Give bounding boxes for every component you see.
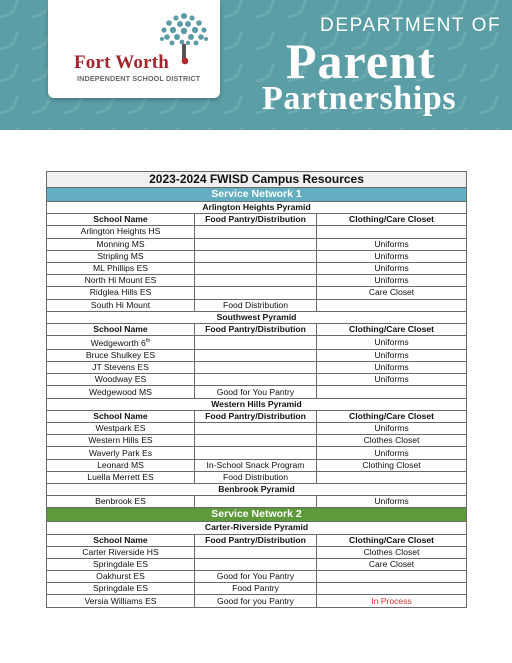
table-row xyxy=(47,558,467,570)
column-header-row xyxy=(47,410,467,422)
clothing-closet-cell: Uniforms xyxy=(317,262,467,274)
pyramid-row xyxy=(47,522,467,534)
school-name-cell: Waverly Park Es xyxy=(47,447,195,459)
clothing-closet-cell: Uniforms xyxy=(317,374,467,386)
clothing-closet-cell: Uniforms xyxy=(317,336,467,350)
pyramid-label: Southwest Pyramid xyxy=(47,311,467,323)
table-row xyxy=(47,336,467,350)
school-name-cell: Bruce Shulkey ES xyxy=(47,349,195,361)
school-name-cell: Wedgeworth 6th xyxy=(47,336,195,350)
table-row xyxy=(47,386,467,398)
clothing-closet-cell xyxy=(317,583,467,595)
column-header-row xyxy=(47,534,467,546)
school-name-cell: Woodway ES xyxy=(47,374,195,386)
clothing-closet-cell: Clothes Closet xyxy=(317,435,467,447)
table-row xyxy=(47,546,467,558)
school-name-header: School Name xyxy=(47,214,195,226)
food-pantry-cell: Good for You Pantry xyxy=(195,386,317,398)
food-pantry-cell: In-School Snack Program xyxy=(195,459,317,471)
table-row xyxy=(47,435,467,447)
clothing-closet-cell xyxy=(317,299,467,311)
table-row xyxy=(47,226,467,238)
clothing-closet-cell xyxy=(317,571,467,583)
clothing-closet-cell: Uniforms xyxy=(317,275,467,287)
school-name-cell: Leonard MS xyxy=(47,459,195,471)
service-network-row xyxy=(47,188,467,202)
food-pantry-cell xyxy=(195,435,317,447)
clothing-closet-cell xyxy=(317,471,467,483)
clothing-closet-cell: Uniforms xyxy=(317,349,467,361)
school-name-cell: Monning MS xyxy=(47,238,195,250)
school-name-cell: Oakhurst ES xyxy=(47,571,195,583)
school-name-cell: Ridglea Hills ES xyxy=(47,287,195,299)
clothing-closet-cell: Uniforms xyxy=(317,250,467,262)
school-name-cell: Western Hills ES xyxy=(47,435,195,447)
school-name-cell: Versia Williams ES xyxy=(47,595,195,607)
clothing-closet-cell xyxy=(317,386,467,398)
food-pantry-cell: Good for you Pantry xyxy=(195,595,317,607)
clothing-closet-cell xyxy=(317,226,467,238)
school-name-header: School Name xyxy=(47,323,195,335)
food-pantry-cell xyxy=(195,336,317,350)
food-pantry-cell: Food Distribution xyxy=(195,299,317,311)
clothing-closet-cell: Care Closet xyxy=(317,558,467,570)
food-pantry-cell xyxy=(195,423,317,435)
pyramid-row xyxy=(47,398,467,410)
food-pantry-cell xyxy=(195,287,317,299)
school-name-cell: Springdale ES xyxy=(47,558,195,570)
food-pantry-cell: Good for You Pantry xyxy=(195,571,317,583)
table-row xyxy=(47,459,467,471)
table-row xyxy=(47,571,467,583)
food-pantry-cell xyxy=(195,447,317,459)
department-title-partnerships: Partnerships xyxy=(262,80,457,117)
food-pantry-cell xyxy=(195,362,317,374)
column-header-row xyxy=(47,214,467,226)
school-name-cell: Westpark ES xyxy=(47,423,195,435)
table-row xyxy=(47,471,467,483)
food-pantry-cell: Food Pantry xyxy=(195,583,317,595)
food-pantry-cell xyxy=(195,226,317,238)
table-row xyxy=(47,349,467,361)
school-name-cell: North Hi Mount ES xyxy=(47,275,195,287)
school-name-cell: Luella Merrett ES xyxy=(47,471,195,483)
clothing-closet-cell: Uniforms xyxy=(317,362,467,374)
table-row xyxy=(47,238,467,250)
school-name-cell: Stripling MS xyxy=(47,250,195,262)
table-row xyxy=(47,423,467,435)
school-name-cell: JT Stevens ES xyxy=(47,362,195,374)
table-row xyxy=(47,287,467,299)
food-pantry-cell xyxy=(195,275,317,287)
district-subtitle: INDEPENDENT SCHOOL DISTRICT xyxy=(77,74,201,83)
header-banner xyxy=(0,0,512,130)
school-name-cell: South Hi Mount xyxy=(47,299,195,311)
food-pantry-header: Food Pantry/Distribution xyxy=(195,214,317,226)
clothing-closet-cell: Uniforms xyxy=(317,496,467,508)
service-network-row xyxy=(47,508,467,522)
clothing-closet-cell: In Process xyxy=(317,595,467,607)
school-name-header: School Name xyxy=(47,410,195,422)
school-name-cell: Wedgewood MS xyxy=(47,386,195,398)
school-name-cell: ML Phillips ES xyxy=(47,262,195,274)
clothing-closet-cell: Clothes Closet xyxy=(317,546,467,558)
food-pantry-cell xyxy=(195,374,317,386)
table-row xyxy=(47,262,467,274)
table-row xyxy=(47,496,467,508)
pyramid-label: Carter-Riverside Pyramid xyxy=(47,522,467,534)
food-pantry-cell xyxy=(195,262,317,274)
clothing-closet-cell: Uniforms xyxy=(317,447,467,459)
food-pantry-cell xyxy=(195,546,317,558)
school-name-cell: Springdale ES xyxy=(47,583,195,595)
table-row xyxy=(47,374,467,386)
pyramid-row xyxy=(47,483,467,495)
pyramid-label: Western Hills Pyramid xyxy=(47,398,467,410)
pyramid-label: Arlington Heights Pyramid xyxy=(47,202,467,214)
service-network-label: Service Network 1 xyxy=(47,188,467,202)
department-of-label: DEPARTMENT OF xyxy=(320,15,502,36)
pyramid-label: Benbrook Pyramid xyxy=(47,483,467,495)
food-pantry-header: Food Pantry/Distribution xyxy=(195,410,317,422)
school-name-cell: Arlington Heights HS xyxy=(47,226,195,238)
table-title-row xyxy=(47,172,467,188)
pyramid-row xyxy=(47,202,467,214)
food-pantry-cell xyxy=(195,496,317,508)
table-row xyxy=(47,250,467,262)
table-row xyxy=(47,299,467,311)
column-header-row xyxy=(47,323,467,335)
clothing-closet-header: Clothing/Care Closet xyxy=(317,410,467,422)
department-title-parent: Parent xyxy=(286,33,436,89)
food-pantry-cell xyxy=(195,558,317,570)
food-pantry-header: Food Pantry/Distribution xyxy=(195,323,317,335)
campus-resources-table-wrap xyxy=(46,171,466,608)
table-row xyxy=(47,447,467,459)
food-pantry-cell xyxy=(195,238,317,250)
clothing-closet-cell: Clothing Closet xyxy=(317,459,467,471)
pyramid-row xyxy=(47,311,467,323)
food-pantry-header: Food Pantry/Distribution xyxy=(195,534,317,546)
service-network-label: Service Network 2 xyxy=(47,508,467,522)
table-row xyxy=(47,583,467,595)
campus-resources-table xyxy=(46,171,467,608)
food-pantry-cell xyxy=(195,349,317,361)
table-row xyxy=(47,275,467,287)
food-pantry-cell xyxy=(195,250,317,262)
food-pantry-cell: Food Distribution xyxy=(195,471,317,483)
district-logo xyxy=(48,0,220,98)
clothing-closet-header: Clothing/Care Closet xyxy=(317,214,467,226)
school-name-header: School Name xyxy=(47,534,195,546)
table-row xyxy=(47,362,467,374)
clothing-closet-header: Clothing/Care Closet xyxy=(317,534,467,546)
clothing-closet-cell: Uniforms xyxy=(317,238,467,250)
school-name-cell: Benbrook ES xyxy=(47,496,195,508)
clothing-closet-cell: Uniforms xyxy=(317,423,467,435)
table-title: 2023-2024 FWISD Campus Resources xyxy=(47,172,467,188)
clothing-closet-header: Clothing/Care Closet xyxy=(317,323,467,335)
clothing-closet-cell: Care Closet xyxy=(317,287,467,299)
ordinal-suffix: th xyxy=(145,338,151,345)
district-name: Fort Worth xyxy=(74,52,170,73)
table-row xyxy=(47,595,467,607)
school-name-cell: Carter Riverside HS xyxy=(47,546,195,558)
